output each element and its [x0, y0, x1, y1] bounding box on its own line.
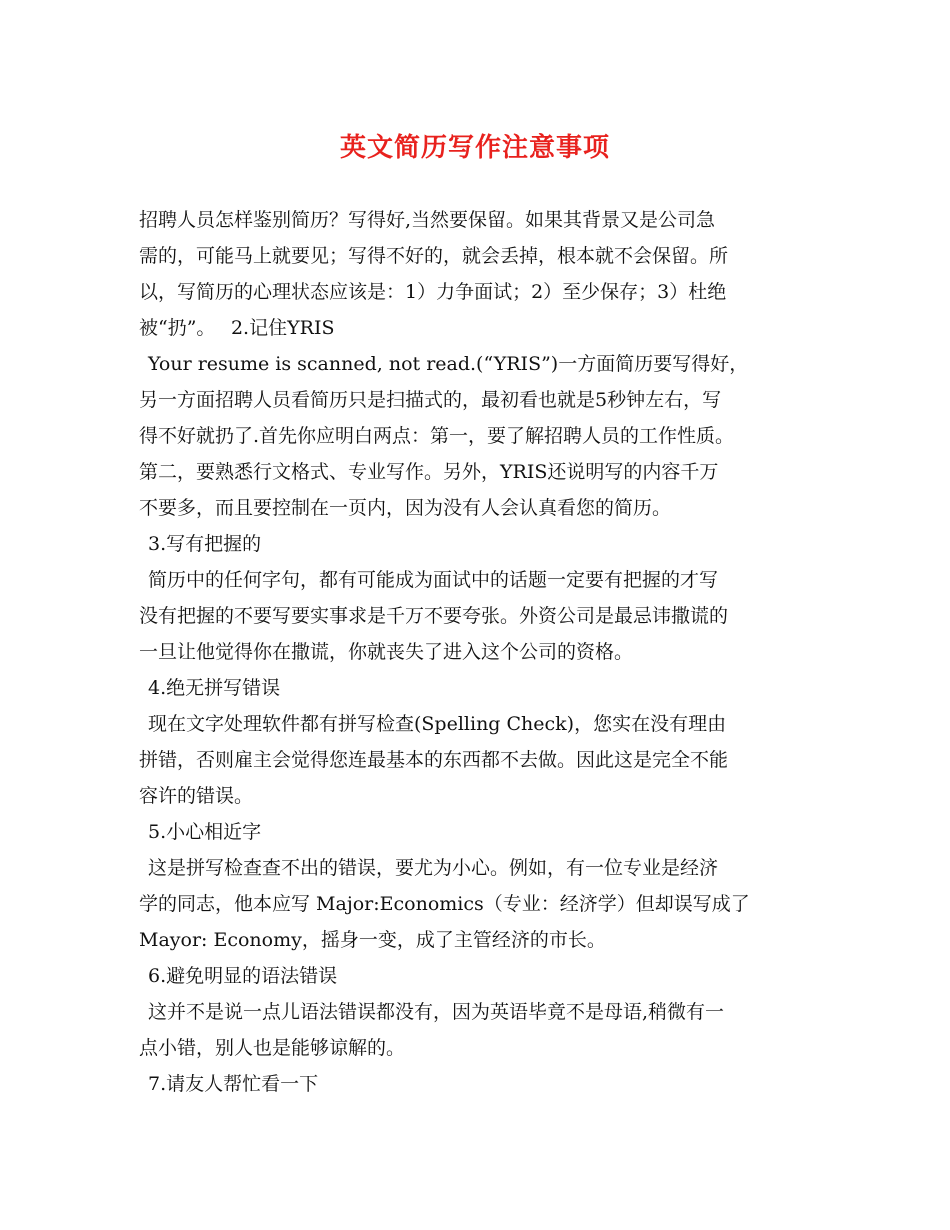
document-body [139, 202, 819, 1102]
paragraph-line: 这是拼写检查查不出的错误，要尤为小心。例如，有一位专业是经济 [148, 857, 719, 879]
section-heading: 7.请友人帮忙看一下 [148, 1073, 319, 1095]
document-title: 英文简历写作注意事项 [339, 133, 610, 163]
paragraph-line: 现在文字处理软件都有拼写检查(Spelling Check)，您实在没有理由 [148, 713, 727, 735]
paragraph-line: 不要多，而且要控制在一页内，因为没有人会认真看您的简历。 [139, 497, 672, 519]
paragraph-line: 简历中的任何字句，都有可能成为面试中的话题一定要有把握的才写 [148, 569, 719, 591]
paragraph-line: 另一方面招聘人员看简历只是扫描式的，最初看也就是5秒钟左右，写 [139, 389, 722, 411]
section-heading: 4.绝无拼写错误 [148, 677, 281, 699]
section-heading: 6.避免明显的语法错误 [148, 965, 338, 987]
section-heading: 5.小心相近字 [148, 821, 262, 843]
section-heading: 3.写有把握的 [148, 533, 262, 555]
paragraph-line: 需的，可能马上就要见；写得不好的，就会丢掉，根本就不会保留。所 [139, 245, 729, 267]
paragraph-line: Your resume is scanned, not read.(“YRIS”)一方面简历要写得好， [148, 353, 749, 375]
paragraph-line: 容许的错误。 [139, 785, 254, 807]
paragraph-line: 点小错，别人也是能够谅解的。 [139, 1037, 406, 1059]
paragraph-line: 一旦让他觉得你在撒谎，你就丧失了进入这个公司的资格。 [139, 641, 634, 663]
paragraph-line: 得不好就扔了.首先你应明白两点：第一，要了解招聘人员的工作性质。 [139, 425, 735, 447]
paragraph-line: 学的同志，他本应写 Major:Economics（专业：经济学）但却误写成了 [139, 893, 750, 915]
paragraph-line: 这并不是说一点儿语法错误都没有，因为英语毕竟不是母语,稍微有一 [148, 1001, 725, 1023]
paragraph-line: 第二，要熟悉行文格式、专业写作。另外，YRIS还说明写的内容千万 [139, 461, 719, 483]
paragraph-line: Mayor: Economy，摇身一变，成了主管经济的市长。 [139, 929, 606, 951]
paragraph-line: 没有把握的不要写要实事求是千万不要夸张。外资公司是最忌讳撒谎的 [139, 605, 729, 627]
paragraph-line: 被“扔”。 2.记住YRIS [139, 317, 335, 339]
paragraph-line: 招聘人员怎样鉴别简历？写得好,当然要保留。如果其背景又是公司急 [139, 209, 716, 231]
paragraph-line: 以，写简历的心理状态应该是：1）力争面试；2）至少保存；3）杜绝 [139, 281, 727, 303]
paragraph-line: 拼错，否则雇主会觉得您连最基本的东西都不去做。因此这是完全不能 [139, 749, 729, 771]
